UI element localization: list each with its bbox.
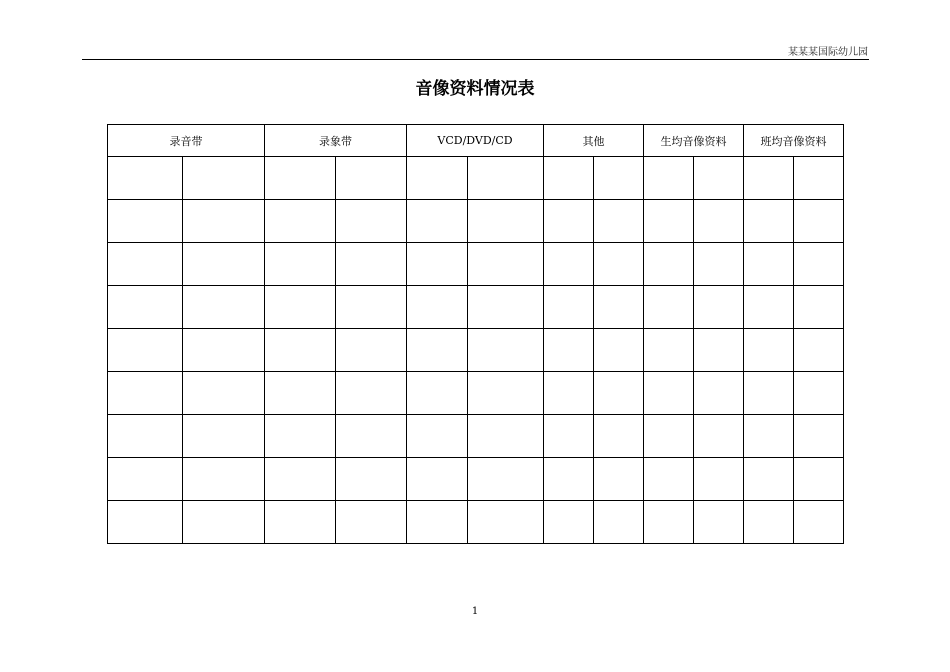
- table-cell[interactable]: [108, 458, 183, 501]
- table-cell[interactable]: [544, 415, 594, 458]
- table-cell[interactable]: [794, 157, 844, 200]
- column-header-audio-tape: 录音带: [108, 125, 265, 157]
- table-cell[interactable]: [407, 458, 468, 501]
- table-cell[interactable]: [594, 243, 644, 286]
- table-cell[interactable]: [407, 157, 468, 200]
- table-cell[interactable]: [694, 286, 744, 329]
- table-cell[interactable]: [544, 157, 594, 200]
- table-cell[interactable]: [336, 200, 407, 243]
- table-cell[interactable]: [336, 286, 407, 329]
- table-cell[interactable]: [544, 286, 594, 329]
- table-row: [108, 329, 844, 372]
- table-cell[interactable]: [694, 415, 744, 458]
- table-cell[interactable]: [265, 501, 336, 544]
- table-cell[interactable]: [336, 415, 407, 458]
- table-cell[interactable]: [108, 329, 183, 372]
- column-header-video-tape: 录象带: [265, 125, 407, 157]
- table-cell[interactable]: [744, 243, 794, 286]
- audio-video-materials-table: [107, 124, 844, 544]
- table-cell[interactable]: [544, 372, 594, 415]
- page-title: 音像资料情况表: [415, 79, 535, 99]
- table-cell[interactable]: [336, 157, 407, 200]
- table-cell[interactable]: [407, 200, 468, 243]
- table-cell[interactable]: [594, 458, 644, 501]
- table-cell[interactable]: [468, 286, 544, 329]
- table-cell[interactable]: [644, 458, 694, 501]
- table-cell[interactable]: [183, 415, 265, 458]
- table-cell[interactable]: [594, 157, 644, 200]
- table-cell[interactable]: [794, 243, 844, 286]
- table-cell[interactable]: [794, 415, 844, 458]
- table-cell[interactable]: [183, 243, 265, 286]
- column-header-other: 其他: [544, 125, 644, 157]
- table-cell[interactable]: [468, 329, 544, 372]
- table-cell[interactable]: [183, 200, 265, 243]
- table-cell[interactable]: [794, 458, 844, 501]
- table-cell[interactable]: [594, 372, 644, 415]
- table-row: [108, 157, 844, 200]
- table-row: [108, 372, 844, 415]
- table-cell[interactable]: [694, 243, 744, 286]
- table-cell[interactable]: [407, 501, 468, 544]
- table-cell[interactable]: [265, 372, 336, 415]
- table-cell[interactable]: [744, 372, 794, 415]
- table-cell[interactable]: [694, 372, 744, 415]
- column-header-per-class: 班均音像资料: [744, 125, 844, 157]
- table-cell[interactable]: [794, 501, 844, 544]
- table-cell[interactable]: [183, 501, 265, 544]
- table-cell[interactable]: [407, 286, 468, 329]
- table-row: [108, 243, 844, 286]
- table-cell[interactable]: [694, 458, 744, 501]
- table-cell[interactable]: [407, 243, 468, 286]
- table-cell[interactable]: [644, 243, 694, 286]
- table-cell[interactable]: [336, 501, 407, 544]
- table-cell[interactable]: [744, 157, 794, 200]
- table-cell[interactable]: [407, 415, 468, 458]
- table-cell[interactable]: [544, 200, 594, 243]
- table-cell[interactable]: [644, 286, 694, 329]
- table-row: [108, 200, 844, 243]
- table-cell[interactable]: [183, 157, 265, 200]
- table-cell[interactable]: [108, 243, 183, 286]
- table-cell[interactable]: [744, 286, 794, 329]
- table-cell[interactable]: [336, 372, 407, 415]
- table-cell[interactable]: [407, 372, 468, 415]
- table-cell[interactable]: [468, 501, 544, 544]
- table-cell[interactable]: [183, 286, 265, 329]
- table-cell[interactable]: [744, 200, 794, 243]
- table-cell[interactable]: [265, 157, 336, 200]
- table-cell[interactable]: [544, 501, 594, 544]
- table-cell[interactable]: [694, 329, 744, 372]
- table-cell[interactable]: [794, 200, 844, 243]
- table-cell[interactable]: [544, 243, 594, 286]
- table-cell[interactable]: [644, 415, 694, 458]
- table-row: [108, 415, 844, 458]
- table-cell[interactable]: [468, 458, 544, 501]
- table-cell[interactable]: [468, 372, 544, 415]
- column-header-per-student: 生均音像资料: [644, 125, 744, 157]
- header-organization-name: 某某某国际幼儿园: [788, 47, 868, 58]
- table-cell[interactable]: [108, 501, 183, 544]
- table-cell[interactable]: [183, 372, 265, 415]
- table-body: [108, 157, 844, 544]
- table-cell[interactable]: [265, 458, 336, 501]
- table-row: [108, 286, 844, 329]
- table-cell[interactable]: [265, 286, 336, 329]
- table-cell[interactable]: [108, 200, 183, 243]
- table-cell[interactable]: [265, 329, 336, 372]
- table-cell[interactable]: [644, 157, 694, 200]
- table-cell[interactable]: [644, 501, 694, 544]
- page-number: 1: [471, 606, 479, 617]
- table-cell[interactable]: [544, 329, 594, 372]
- table-cell[interactable]: [744, 415, 794, 458]
- table-cell[interactable]: [694, 501, 744, 544]
- table-header-row: [108, 125, 844, 157]
- table-cell[interactable]: [594, 286, 644, 329]
- table-cell[interactable]: [468, 415, 544, 458]
- table-cell[interactable]: [183, 329, 265, 372]
- table-cell[interactable]: [336, 243, 407, 286]
- table-cell[interactable]: [265, 243, 336, 286]
- table-row: [108, 458, 844, 501]
- table-cell[interactable]: [468, 200, 544, 243]
- table-cell[interactable]: [265, 415, 336, 458]
- table-cell[interactable]: [265, 200, 336, 243]
- table-cell[interactable]: [744, 458, 794, 501]
- table-cell[interactable]: [108, 157, 183, 200]
- header-divider: [82, 59, 869, 60]
- table-row: [108, 501, 844, 544]
- table-cell[interactable]: [794, 372, 844, 415]
- table-cell[interactable]: [108, 415, 183, 458]
- table-cell[interactable]: [744, 329, 794, 372]
- table-cell[interactable]: [694, 157, 744, 200]
- table-cell[interactable]: [336, 329, 407, 372]
- table-cell[interactable]: [694, 200, 744, 243]
- table-cell[interactable]: [644, 200, 694, 243]
- table-cell[interactable]: [594, 200, 644, 243]
- table-cell[interactable]: [794, 329, 844, 372]
- table-cell[interactable]: [468, 157, 544, 200]
- table-cell[interactable]: [407, 329, 468, 372]
- table-cell[interactable]: [108, 286, 183, 329]
- table-cell[interactable]: [644, 329, 694, 372]
- column-header-vcd-dvd-cd: VCD/DVD/CD: [407, 125, 544, 157]
- table-cell[interactable]: [594, 415, 644, 458]
- table-cell[interactable]: [744, 501, 794, 544]
- table-cell[interactable]: [108, 372, 183, 415]
- table-cell[interactable]: [594, 329, 644, 372]
- table-cell[interactable]: [594, 501, 644, 544]
- table-cell[interactable]: [544, 458, 594, 501]
- table-cell[interactable]: [336, 458, 407, 501]
- table-cell[interactable]: [644, 372, 694, 415]
- table-cell[interactable]: [183, 458, 265, 501]
- table-cell[interactable]: [468, 243, 544, 286]
- table-cell[interactable]: [794, 286, 844, 329]
